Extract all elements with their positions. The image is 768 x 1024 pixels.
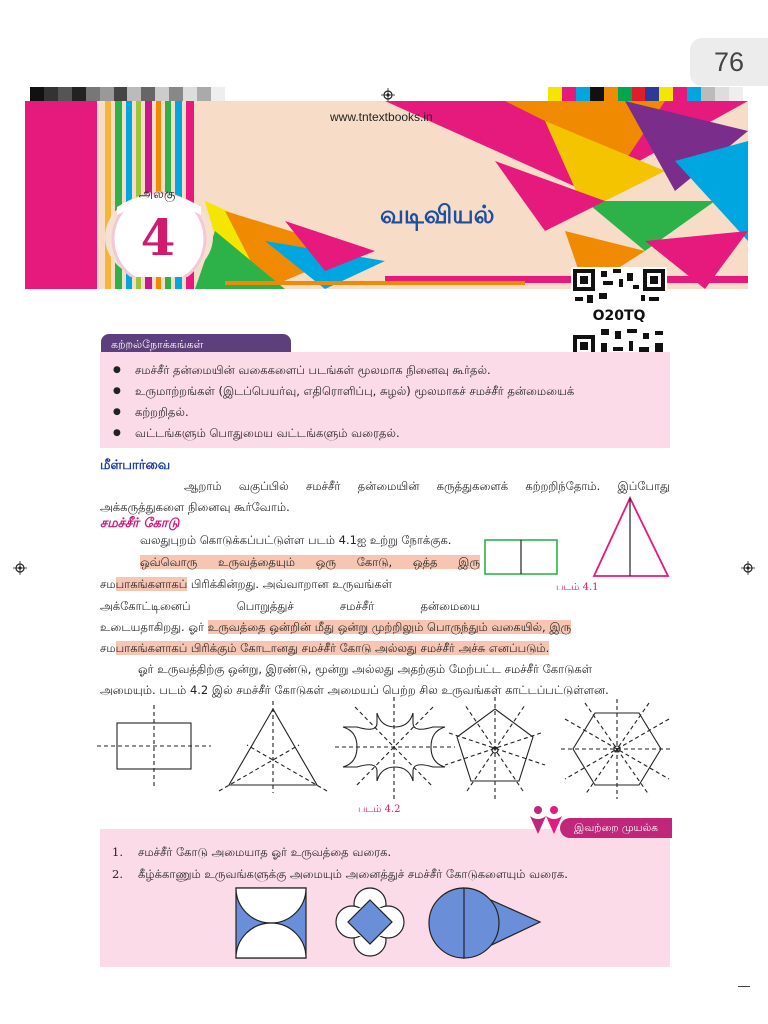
symmetry-para-line: அமையும். படம் 4.2 இல் சமச்சீர் கோடுகள் அமையப் பெற்ற சில உருவங்கள் காட்டப்பட்டுள்ளன.	[100, 683, 609, 697]
circle-triangle-shape	[429, 888, 540, 958]
registration-crosshair-icon	[741, 561, 755, 575]
objective-item-continued: ● கற்றறிதல்.	[113, 402, 663, 423]
objective-item: ● உருமாற்றங்கள் (இடப்பெயர்வு, எதிரொளிப்பு, சுழல்) மூலமாகச் சமச்சீர் தன்மையைக்	[113, 381, 663, 402]
text-fragment: சம	[100, 577, 116, 591]
triangle-shape	[594, 498, 668, 576]
chapter-title: வடிவியல்	[380, 200, 495, 229]
figure-4-1-caption: படம் 4.1	[556, 582, 599, 593]
symmetry-para-line	[100, 638, 670, 660]
symmetry-para-line	[100, 617, 670, 639]
qr-code-text: O20TQ	[592, 308, 646, 324]
highlighted-text: பாகங்களாகப்	[115, 577, 188, 591]
objective-item: ● வட்டங்களும் பொதுமைய வட்டங்களும் வரைதல்.	[113, 423, 663, 444]
page-number-tab	[690, 38, 768, 86]
objectives-list	[113, 360, 663, 444]
symmetry-para-line	[100, 574, 480, 596]
figure-4-2-caption: படம் 4.2	[358, 804, 401, 815]
unit-label: அலகு	[138, 187, 176, 202]
highlighted-text: ஒவ்வொரு உருவத்தையும் ஒரு கோடு, ஒத்த இரு	[140, 555, 480, 569]
text-fragment: உடையதாகிறது. ஓர்	[100, 620, 208, 634]
objective-item: ● சமச்சீர் தன்மையின் வகைகளைப் படங்கள் மூலமாக நினைவு கூர்தல்.	[113, 360, 663, 381]
people-icon	[526, 804, 566, 838]
item-number: 1.	[112, 845, 123, 859]
figure-4-2	[95, 695, 675, 805]
page-edge-mark	[738, 986, 750, 987]
symmetry-line-heading: சமச்சீர் கோடு	[100, 516, 180, 531]
website-url: www.tntextbooks.in	[330, 110, 433, 124]
page-number: 76	[713, 46, 745, 77]
qr-code[interactable]	[571, 267, 667, 359]
text-fragment: சம	[100, 641, 116, 655]
highlighted-text: உருவத்தை ஒன்றின் மீது ஒன்று முற்றிலும் பொருந்தும் வகையில், இரு	[207, 620, 572, 634]
registration-crosshair-icon	[381, 88, 395, 102]
square-with-arcs-shape	[236, 888, 306, 958]
review-heading: மீள்பார்வை	[100, 458, 171, 473]
item-text: சமச்சீர் கோடு அமையாத ஓர் உருவத்தை வரைக.	[138, 845, 392, 859]
symmetry-para-line: அக்கோட்டினைப் பொறுத்துச் சமச்சீர் தன்மையை	[100, 599, 480, 613]
try-these-list	[112, 841, 568, 885]
figure-4-1	[482, 492, 678, 580]
symmetry-para-line	[140, 552, 480, 574]
item-number: 2.	[112, 867, 123, 881]
symmetry-para-line: ஓர் உருவத்திற்கு ஒன்று, இரண்டு, மூன்று அல்லது அதற்கும் மேற்பட்ட சமச்சீர் கோடுகள்	[138, 662, 593, 676]
review-line-1: ஆறாம் வகுப்பில் சமச்சீர் தன்மையின் கருத்துகளைக் கற்றறிந்தோம். இப்போது	[184, 479, 670, 493]
symmetry-para-line: வலதுபுறம் கொடுக்கப்பட்டுள்ள படம் 4.1ஐ உற்று நோக்குக.	[140, 533, 452, 547]
try-these-tab: இவற்றை முயல்க	[560, 818, 672, 838]
exercise-shapes	[230, 882, 570, 964]
item-text: கீழ்க்காணும் உருவங்களுக்கு அமையும் அனைத்துச் சமச்சீர் கோடுகளையும் வரைக.	[138, 867, 568, 881]
review-line-2: அக்கருத்துகளை நினைவு கூர்வோம்.	[100, 500, 290, 514]
qr-code-icon	[571, 267, 667, 359]
registration-crosshair-icon	[13, 561, 27, 575]
highlighted-text: பாகங்களாகப் பிரிக்கும் கோடானது சமச்சீர் கோடு அல்லது சமச்சீர் அச்சு எனப்படும்.	[115, 641, 550, 655]
flower-diamond-shape	[336, 888, 404, 956]
objectives-heading: கற்றல்நோக்கங்கள்	[101, 334, 291, 356]
try-item	[112, 841, 568, 863]
unit-number: 4	[140, 208, 176, 267]
text-fragment: பிரிக்கின்றது. அவ்வாறான உருவங்கள்	[187, 577, 393, 591]
